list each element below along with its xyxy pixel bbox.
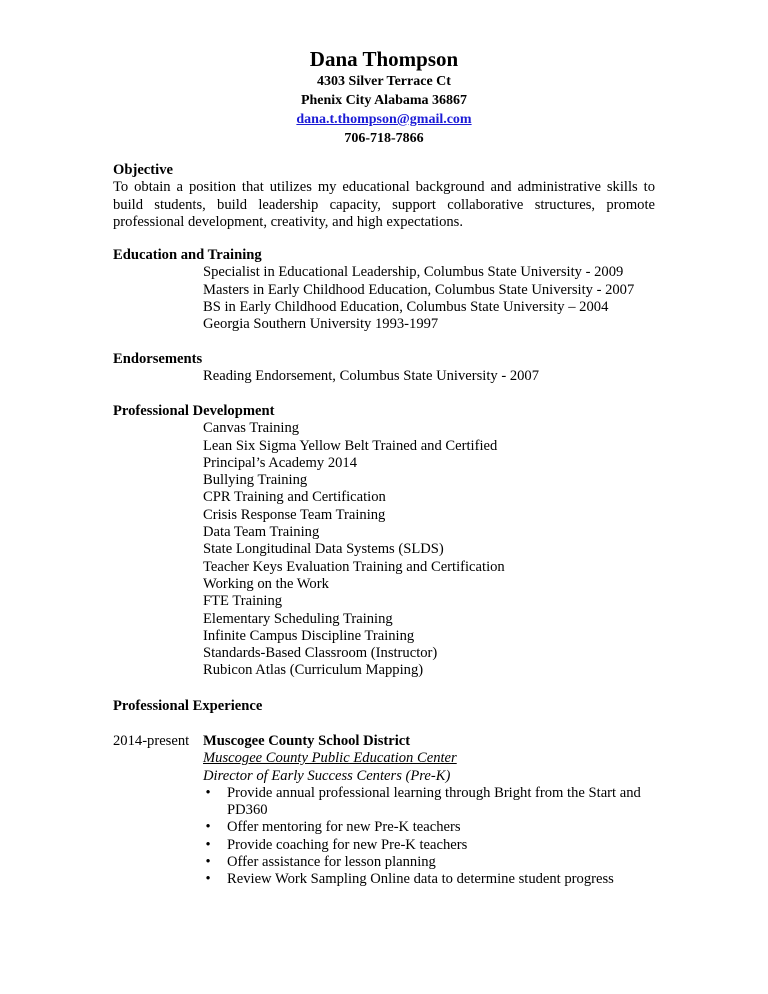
list-item: Masters in Early Childhood Education, Columbus State University - 2007 [203, 281, 635, 298]
list-item: CPR Training and Certification [203, 489, 386, 506]
list-item: Specialist in Educational Leadership, Columbus State University - 2009 [203, 264, 624, 281]
bullet-icon: • [205, 871, 211, 888]
list-item: Lean Six Sigma Yellow Belt Trained and Certified [203, 437, 498, 454]
development-section [113, 403, 655, 680]
list-item: Working on the Work [203, 575, 329, 592]
list-item: Elementary Scheduling Training [203, 610, 393, 627]
bullet-icon: • [205, 784, 211, 801]
list-item: FTE Training [203, 593, 283, 610]
list-item [203, 819, 655, 836]
job-entry [113, 733, 655, 889]
list-item: BS in Early Childhood Education, Columbus State University – 2004 [203, 298, 609, 315]
list-item: Bullying Training [203, 472, 308, 489]
phone-number: 706-718-7866 [344, 131, 424, 146]
objective-heading: Objective [113, 162, 173, 178]
resume-header [0, 46, 768, 148]
list-item [203, 871, 655, 888]
objective-section [113, 162, 655, 231]
endorsements-heading: Endorsements [113, 351, 203, 367]
email-link[interactable]: dana.t.thompson@gmail.com [296, 112, 472, 127]
experience-heading: Professional Experience [113, 698, 263, 714]
list-item: Infinite Campus Discipline Training [203, 627, 415, 644]
objective-text: To obtain a position that utilizes my educational background and administrative skills to build students, build leadership capacity, support collaborative structures, promote professional development, creativity, and high expectations. [113, 179, 655, 230]
duty-text: Review Work Sampling Online data to determine student progress [227, 871, 614, 888]
job-role: Director of Early Success Centers (Pre-K) [203, 767, 451, 784]
endorsements-list [113, 368, 655, 385]
list-item [203, 785, 655, 820]
list-item: Reading Endorsement, Columbus State University - 2007 [203, 368, 540, 385]
list-item: Rubicon Atlas (Curriculum Mapping) [203, 662, 424, 679]
list-item [203, 837, 655, 854]
bullet-icon: • [205, 854, 211, 871]
endorsements-section [113, 351, 655, 386]
city-state-zip: Phenix City Alabama 36867 [300, 93, 468, 108]
job-dates: 2014-present [113, 733, 190, 749]
job-location: Muscogee County Public Education Center [203, 750, 457, 767]
development-heading: Professional Development [113, 403, 275, 419]
list-item: Data Team Training [203, 524, 320, 541]
list-item: Crisis Response Team Training [203, 506, 386, 523]
list-item: Georgia Southern University 1993-1997 [203, 316, 439, 333]
street-address: 4303 Silver Terrace Ct [317, 74, 451, 89]
education-section [113, 247, 655, 333]
duty-text: Provide coaching for new Pre-K teachers [227, 836, 468, 853]
bullet-icon: • [205, 836, 211, 853]
applicant-name: Dana Thompson [309, 47, 459, 71]
job-duties-list [203, 785, 655, 889]
list-item: Standards-Based Classroom (Instructor) [203, 645, 438, 662]
list-item [203, 854, 655, 871]
duty-text: Offer assistance for lesson planning [227, 854, 436, 871]
bullet-icon: • [205, 819, 211, 836]
development-list [113, 420, 655, 679]
education-list [113, 264, 655, 333]
list-item: Canvas Training [203, 420, 300, 437]
duty-text: Offer mentoring for new Pre-K teachers [227, 819, 461, 836]
education-heading: Education and Training [113, 247, 262, 263]
experience-section [113, 698, 655, 715]
list-item: Teacher Keys Evaluation Training and Certification [203, 558, 505, 575]
list-item: State Longitudinal Data Systems (SLDS) [203, 541, 444, 558]
list-item: Principal’s Academy 2014 [203, 454, 358, 471]
job-organization: Muscogee County School District [203, 733, 411, 749]
duty-text: Provide annual professional learning through Bright from the Start and PD360 [227, 784, 641, 819]
